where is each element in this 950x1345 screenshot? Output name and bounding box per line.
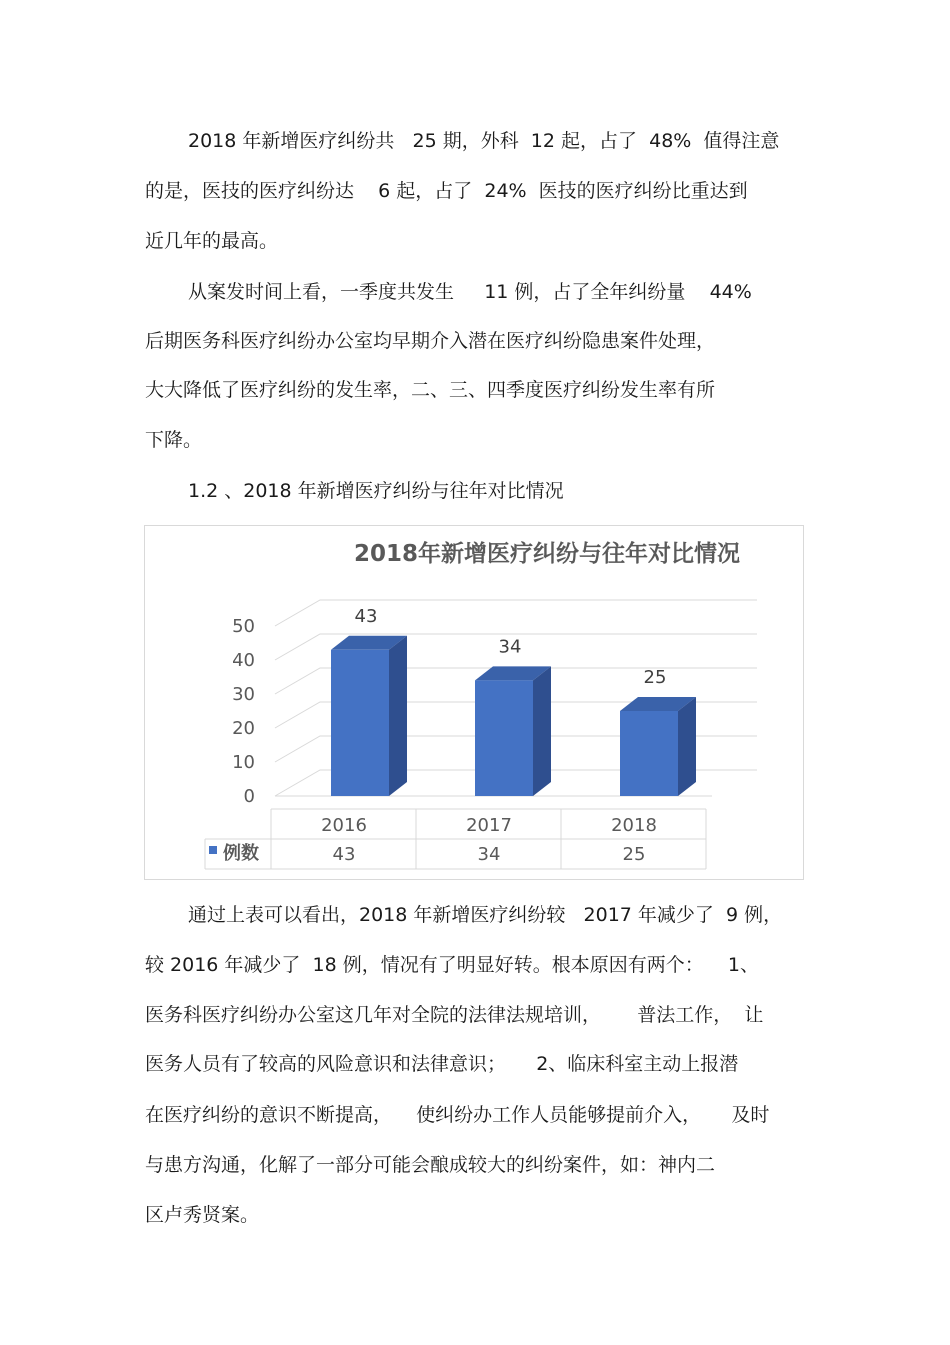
bar-side: [533, 666, 551, 796]
data-table: [209, 815, 657, 865]
paragraph-2-line-4: 下降。: [145, 429, 203, 451]
paragraph-1-line-3: 近几年的最高。: [145, 230, 279, 252]
y-tick-label: 0: [243, 786, 255, 807]
data-label-2018: 25: [643, 667, 667, 688]
gridline: [275, 600, 757, 626]
bar-2017: [475, 680, 533, 796]
paragraph-2-line-3: 大大降低了医疗纠纷的发生率，二、三、四季度医疗纠纷发生率有所: [145, 379, 716, 401]
legend-key-swatch: [209, 846, 217, 854]
table-value-2016: 43: [332, 844, 356, 865]
table-value-2017: 34: [477, 844, 501, 865]
legend-series-name: 例数: [223, 843, 259, 864]
paragraph-3-line-6: 与患方沟通，化解了一部分可能会酿成较大的纠纷案件，如：神内二: [145, 1154, 716, 1176]
data-label-2017: 34: [498, 636, 522, 658]
paragraph-3-line-2: 较 2016 年减少了 18 例，情况有了明显好转。根本原因有两个： 1、: [145, 954, 759, 976]
paragraph-3-line-7: 区卢秀贤案。: [145, 1204, 260, 1226]
table-value-2018: 25: [622, 844, 646, 865]
category-label-2018: 2018: [611, 815, 657, 836]
paragraph-2-line-1: 从案发时间上看，一季度共发生 11 例，占了全年纠纷量 44%: [188, 281, 752, 303]
chart-title: 2018年新增医疗纠纷与往年对比情况: [353, 541, 741, 567]
y-tick-label: 20: [232, 718, 255, 739]
category-label-2017: 2017: [466, 815, 512, 836]
y-tick-label: 50: [232, 616, 255, 637]
bar-2018: [620, 711, 678, 796]
paragraph-2-line-2: 后期医务科医疗纠纷办公室均早期介入潜在医疗纠纷隐患案件处理，: [145, 330, 716, 352]
data-label-2016: 43: [354, 605, 378, 627]
y-tick-label: 10: [232, 752, 255, 773]
paragraph-3-line-3: 医务科医疗纠纷办公室这几年对全院的法律法规培训， 普法工作， 让: [145, 1004, 764, 1026]
paragraph-3-line-5: 在医疗纠纷的意识不断提高， 使纠纷办工作人员能够提前介入， 及时: [145, 1104, 770, 1126]
chart-container: [144, 525, 804, 880]
paragraph-3-line-4: 医务人员有了较高的风险意识和法律意识； 2、临床科室主动上报潜: [145, 1053, 739, 1075]
paragraph-1-line-1: 2018 年新增医疗纠纷共 25 期，外科 12 起，占了 48% 值得注意: [188, 130, 780, 152]
y-tick-label: 40: [232, 650, 255, 671]
bar-side: [678, 697, 696, 796]
section-heading: 1.2 、2018 年新增医疗纠纷与往年对比情况: [188, 480, 564, 502]
bar-2016: [331, 650, 389, 796]
category-label-2016: 2016: [321, 815, 367, 836]
y-tick-label: 30: [232, 684, 255, 705]
bar-chart: [145, 526, 805, 881]
paragraph-1-line-2: 的是，医技的医疗纠纷达 6 起，占了 24% 医技的医疗纠纷比重达到: [145, 180, 748, 202]
paragraph-3-line-1: 通过上表可以看出，2018 年新增医疗纠纷较 2017 年减少了 9 例，: [188, 904, 783, 926]
y-axis-ticks: [232, 616, 255, 807]
bar-side: [389, 636, 407, 796]
